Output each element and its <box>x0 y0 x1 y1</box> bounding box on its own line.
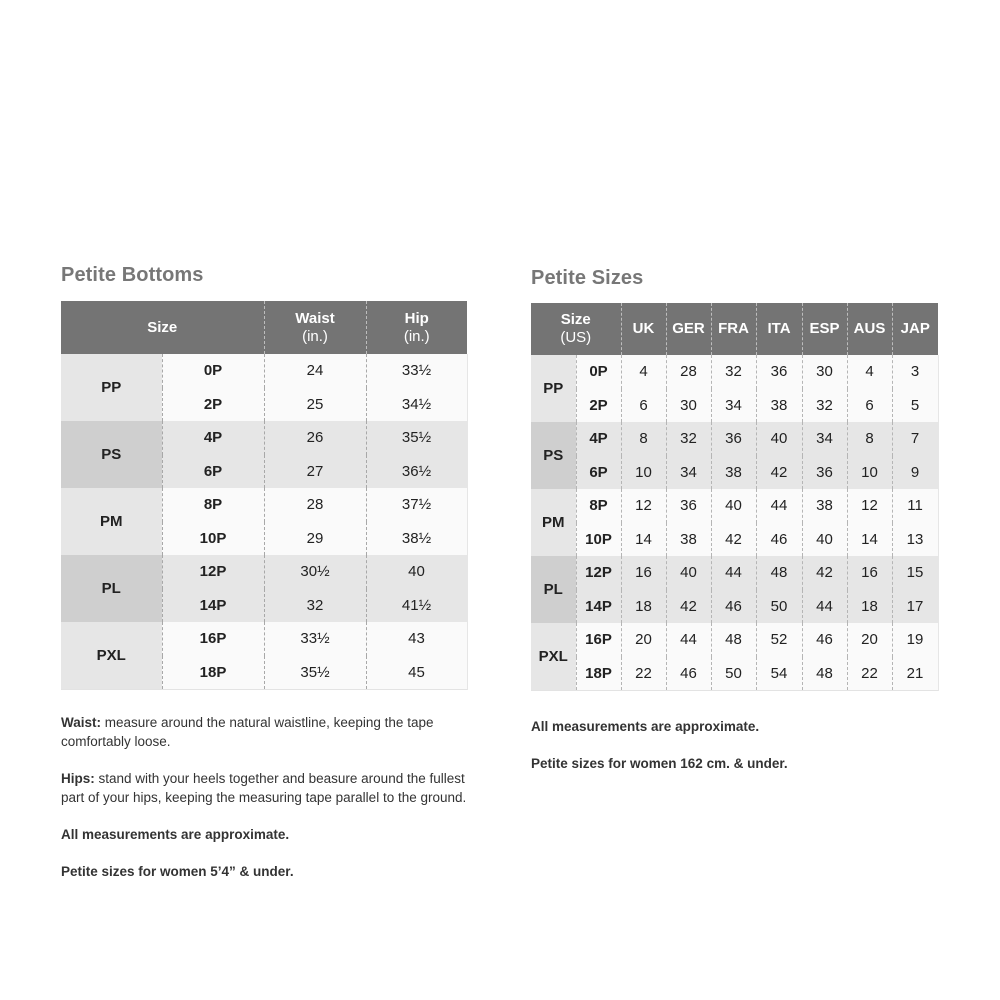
size-value-cell: 44 <box>666 623 711 657</box>
size-cell: 16P <box>162 622 264 656</box>
table-row <box>531 489 938 523</box>
size-cell: 10P <box>162 522 264 556</box>
waist-note-label: Waist: <box>61 715 101 730</box>
us-size-cell: 0P <box>576 355 621 389</box>
size-value-cell: 54 <box>756 657 802 691</box>
table-row <box>531 389 938 423</box>
size-cell: 2P <box>162 388 264 422</box>
size-group-label: PM <box>61 488 162 555</box>
table-row <box>531 657 938 691</box>
table-row <box>61 354 467 388</box>
size-value-cell: 13 <box>892 523 938 557</box>
hip-header-unit: (in.) <box>403 327 430 345</box>
bottoms-header-size: Size <box>61 301 264 354</box>
size-value-cell: 38 <box>666 523 711 557</box>
size-value-cell: 11 <box>892 489 938 523</box>
size-group-label: PP <box>61 354 162 421</box>
us-size-cell: 2P <box>576 389 621 423</box>
bottoms-header-hip <box>366 301 467 354</box>
waist-header-unit: (in.) <box>302 327 328 345</box>
size-value-cell: 17 <box>892 590 938 624</box>
size-value-cell: 48 <box>802 657 847 691</box>
size-value-cell: 21 <box>892 657 938 691</box>
petite-bottoms-table <box>61 301 468 690</box>
country-header: ESP <box>802 303 847 355</box>
petite-bottoms-title: Petite Bottoms <box>61 264 204 286</box>
size-cell: 8P <box>162 488 264 522</box>
waist-header-label: Waist <box>295 309 335 327</box>
table-row <box>531 590 938 624</box>
us-size-cell: 14P <box>576 590 621 624</box>
country-header: JAP <box>892 303 938 355</box>
size-value-cell: 18 <box>621 590 666 624</box>
size-value-cell: 42 <box>756 456 802 490</box>
size-value-cell: 36 <box>666 489 711 523</box>
sizes-approx-note: All measurements are approximate. <box>531 719 760 734</box>
size-value-cell: 46 <box>666 657 711 691</box>
sizes-petite-note: Petite sizes for women 162 cm. & under. <box>531 756 788 771</box>
size-value-cell: 46 <box>711 590 756 624</box>
us-size-cell: 18P <box>576 657 621 691</box>
country-header: GER <box>666 303 711 355</box>
size-value-cell: 30 <box>802 355 847 389</box>
waist-cell: 28 <box>264 488 366 522</box>
hip-cell: 40 <box>366 555 467 589</box>
waist-note <box>61 713 486 751</box>
size-value-cell: 19 <box>892 623 938 657</box>
waist-cell: 35½ <box>264 656 366 690</box>
size-value-cell: 40 <box>802 523 847 557</box>
hip-cell: 45 <box>366 656 467 690</box>
size-value-cell: 48 <box>711 623 756 657</box>
size-group-label: PL <box>61 555 162 622</box>
size-value-cell: 18 <box>847 590 892 624</box>
size-value-cell: 16 <box>621 556 666 590</box>
size-value-cell: 12 <box>847 489 892 523</box>
size-group-label: PL <box>531 556 576 623</box>
bottoms-header-waist <box>264 301 366 354</box>
size-value-cell: 38 <box>711 456 756 490</box>
size-value-cell: 40 <box>666 556 711 590</box>
size-value-cell: 46 <box>756 523 802 557</box>
size-value-cell: 34 <box>666 456 711 490</box>
hip-header-label: Hip <box>404 309 429 327</box>
size-value-cell: 6 <box>847 389 892 423</box>
size-value-cell: 32 <box>666 422 711 456</box>
table-row <box>61 622 467 656</box>
size-value-cell: 20 <box>621 623 666 657</box>
country-header: FRA <box>711 303 756 355</box>
waist-cell: 29 <box>264 522 366 556</box>
us-size-cell: 12P <box>576 556 621 590</box>
country-header: ITA <box>756 303 802 355</box>
size-group-label: PP <box>531 355 576 422</box>
size-value-cell: 5 <box>892 389 938 423</box>
size-value-cell: 50 <box>756 590 802 624</box>
size-value-cell: 42 <box>711 523 756 557</box>
size-group-label: PM <box>531 489 576 556</box>
size-value-cell: 46 <box>802 623 847 657</box>
size-value-cell: 4 <box>847 355 892 389</box>
size-cell: 18P <box>162 656 264 690</box>
hip-cell: 35½ <box>366 421 467 455</box>
size-cell: 6P <box>162 455 264 489</box>
us-size-cell: 16P <box>576 623 621 657</box>
size-value-cell: 9 <box>892 456 938 490</box>
size-group-label: PXL <box>61 622 162 690</box>
size-value-cell: 42 <box>802 556 847 590</box>
size-value-cell: 32 <box>711 355 756 389</box>
size-value-cell: 44 <box>756 489 802 523</box>
waist-cell: 25 <box>264 388 366 422</box>
sizes-header-size-unit: (US) <box>560 329 592 346</box>
size-value-cell: 38 <box>802 489 847 523</box>
petite-sizes-title: Petite Sizes <box>531 267 644 289</box>
size-value-cell: 30 <box>666 389 711 423</box>
size-cell: 4P <box>162 421 264 455</box>
size-value-cell: 12 <box>621 489 666 523</box>
hips-note <box>61 769 486 807</box>
size-value-cell: 14 <box>621 523 666 557</box>
us-size-cell: 4P <box>576 422 621 456</box>
table-row <box>531 355 938 389</box>
hips-note-text: stand with your heels together and beasure around the fullest part of your hips, keeping the measuring tape parallel to the ground. <box>61 771 467 805</box>
sizes-header-row <box>531 303 938 355</box>
waist-cell: 27 <box>264 455 366 489</box>
bottoms-header-row <box>61 301 467 354</box>
size-value-cell: 34 <box>802 422 847 456</box>
size-value-cell: 6 <box>621 389 666 423</box>
waist-cell: 33½ <box>264 622 366 656</box>
sizes-notes <box>531 717 951 791</box>
size-value-cell: 34 <box>711 389 756 423</box>
size-value-cell: 44 <box>711 556 756 590</box>
size-cell: 12P <box>162 555 264 589</box>
bottoms-approx-note: All measurements are approximate. <box>61 827 290 842</box>
size-value-cell: 52 <box>756 623 802 657</box>
size-value-cell: 22 <box>621 657 666 691</box>
sizes-header-size <box>531 303 621 355</box>
hip-cell: 38½ <box>366 522 467 556</box>
us-size-cell: 8P <box>576 489 621 523</box>
size-value-cell: 20 <box>847 623 892 657</box>
size-value-cell: 32 <box>802 389 847 423</box>
table-row <box>531 556 938 590</box>
size-value-cell: 42 <box>666 590 711 624</box>
size-value-cell: 10 <box>847 456 892 490</box>
table-row <box>531 456 938 490</box>
size-value-cell: 14 <box>847 523 892 557</box>
waist-cell: 26 <box>264 421 366 455</box>
size-value-cell: 36 <box>756 355 802 389</box>
bottoms-petite-note: Petite sizes for women 5’4” & under. <box>61 864 294 879</box>
waist-cell: 32 <box>264 589 366 623</box>
table-row <box>61 555 467 589</box>
size-value-cell: 16 <box>847 556 892 590</box>
hip-cell: 34½ <box>366 388 467 422</box>
country-header: AUS <box>847 303 892 355</box>
size-value-cell: 48 <box>756 556 802 590</box>
size-value-cell: 40 <box>756 422 802 456</box>
size-value-cell: 44 <box>802 590 847 624</box>
table-row <box>61 421 467 455</box>
table-row <box>531 422 938 456</box>
size-group-label: PXL <box>531 623 576 691</box>
size-value-cell: 50 <box>711 657 756 691</box>
size-value-cell: 22 <box>847 657 892 691</box>
hip-cell: 33½ <box>366 354 467 388</box>
waist-note-text: measure around the natural waistline, keeping the tape comfortably loose. <box>61 715 434 749</box>
size-value-cell: 8 <box>621 422 666 456</box>
us-size-cell: 10P <box>576 523 621 557</box>
sizes-header-size-label: Size <box>560 311 591 328</box>
us-size-cell: 6P <box>576 456 621 490</box>
waist-cell: 24 <box>264 354 366 388</box>
size-value-cell: 36 <box>802 456 847 490</box>
size-value-cell: 36 <box>711 422 756 456</box>
hip-cell: 37½ <box>366 488 467 522</box>
hip-cell: 36½ <box>366 455 467 489</box>
size-value-cell: 28 <box>666 355 711 389</box>
size-value-cell: 3 <box>892 355 938 389</box>
waist-cell: 30½ <box>264 555 366 589</box>
size-group-label: PS <box>61 421 162 488</box>
size-value-cell: 4 <box>621 355 666 389</box>
size-value-cell: 15 <box>892 556 938 590</box>
table-row <box>531 523 938 557</box>
bottoms-notes <box>61 713 486 899</box>
size-group-label: PS <box>531 422 576 489</box>
size-cell: 14P <box>162 589 264 623</box>
size-value-cell: 40 <box>711 489 756 523</box>
hips-note-label: Hips: <box>61 771 95 786</box>
size-value-cell: 38 <box>756 389 802 423</box>
table-row <box>61 488 467 522</box>
petite-sizes-table <box>531 303 939 691</box>
size-value-cell: 8 <box>847 422 892 456</box>
hip-cell: 43 <box>366 622 467 656</box>
size-value-cell: 10 <box>621 456 666 490</box>
size-value-cell: 7 <box>892 422 938 456</box>
hip-cell: 41½ <box>366 589 467 623</box>
country-header: UK <box>621 303 666 355</box>
size-cell: 0P <box>162 354 264 388</box>
table-row <box>531 623 938 657</box>
